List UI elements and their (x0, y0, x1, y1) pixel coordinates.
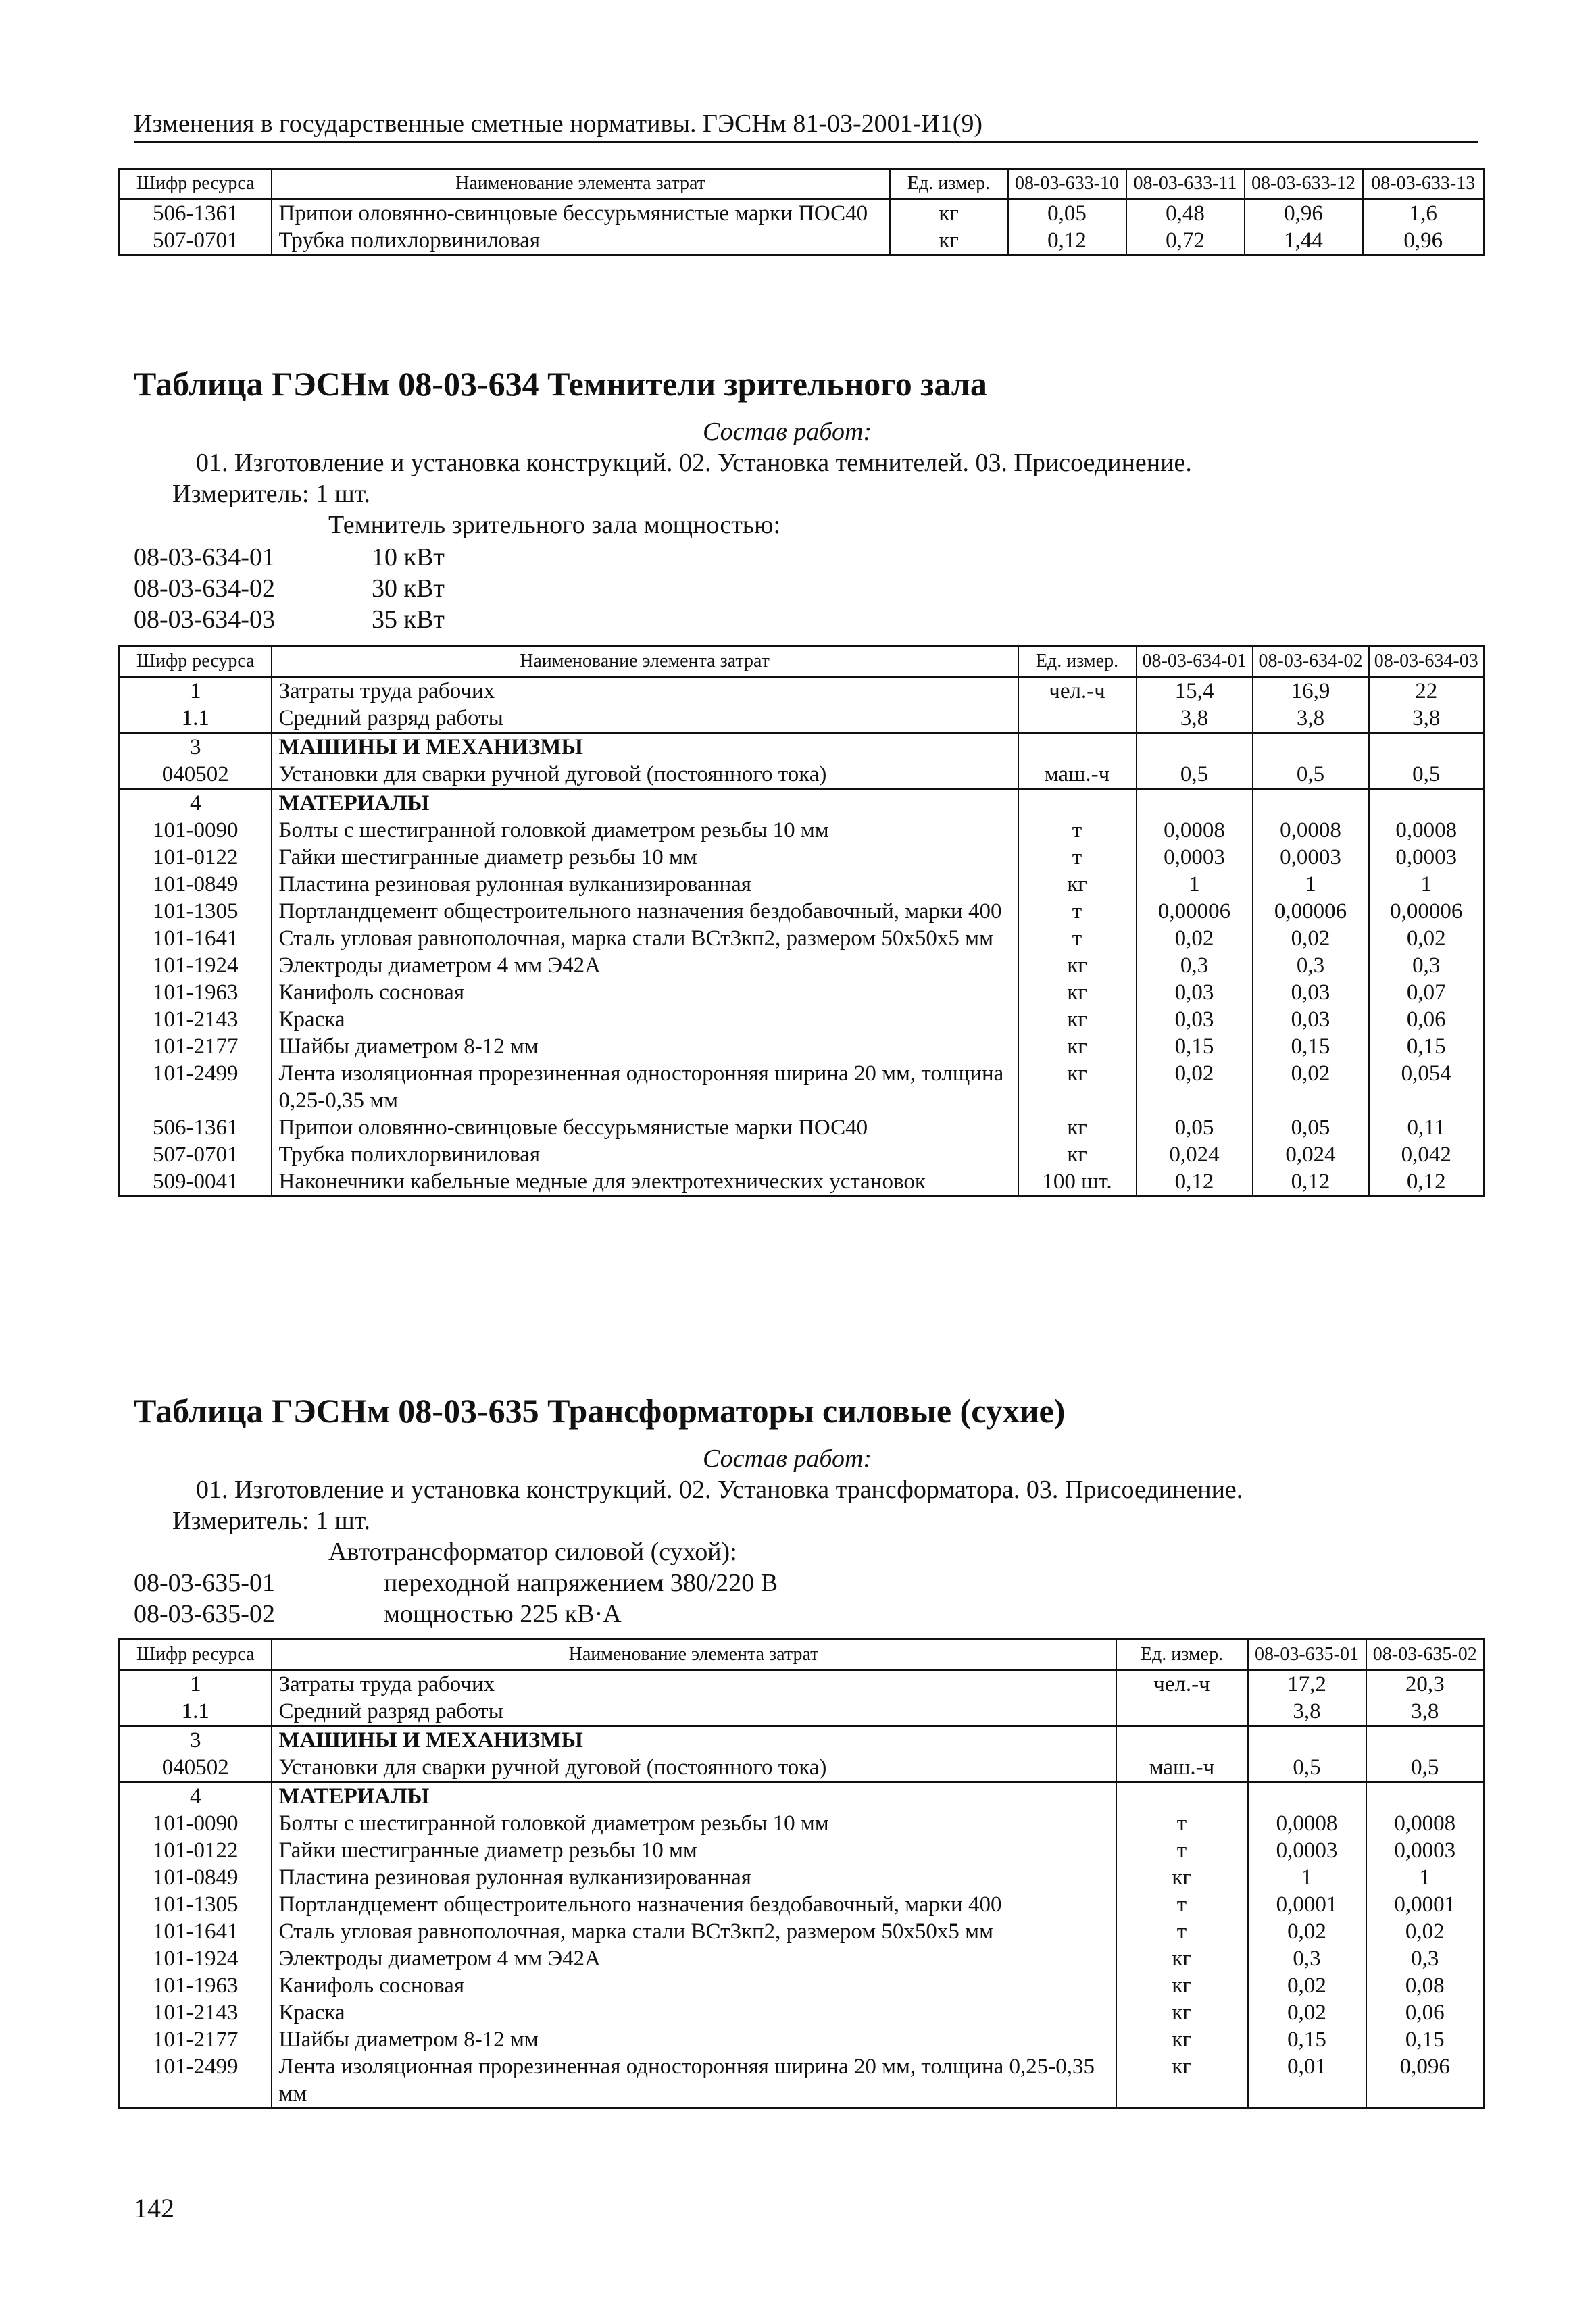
cell-name: Гайки шестигранные диаметр резьбы 10 мм (272, 1837, 1116, 1864)
table-row (120, 1810, 1485, 1837)
cell-value-2: 0,0003 (1366, 1837, 1485, 1864)
cell-code: 101-0849 (120, 1864, 272, 1891)
col-unit-header: Ед. измер. (1018, 647, 1137, 677)
cell-value-2: 16,9 (1253, 677, 1369, 705)
cell-name: Канифоль сосновая (272, 1972, 1116, 1999)
cell-name: Припои оловянно-свинцовые бессурьмянистые марки ПОС40 (272, 1114, 1018, 1141)
cell-unit: 100 шт. (1018, 1168, 1137, 1197)
cell-value-2: 1 (1366, 1864, 1485, 1891)
col-2-header: 08-03-635-02 (1366, 1640, 1485, 1670)
cell-unit: т (1018, 817, 1137, 844)
cell-code: 101-2499 (120, 1060, 272, 1114)
section-634-composition-label: Состав работ: (703, 418, 872, 446)
cell-unit (1018, 705, 1137, 733)
cell-code: 101-2143 (120, 1006, 272, 1033)
cell-code: 1 (120, 677, 272, 705)
table-634 (118, 645, 1485, 1197)
cell-code: 506-1361 (120, 1114, 272, 1141)
variant-code: 08-03-635-01 (134, 1569, 275, 1597)
col-name-header: Наименование элемента затрат (272, 1640, 1116, 1670)
cell-value-3: 0,15 (1369, 1033, 1485, 1060)
cell-value-2: 0,48 (1126, 199, 1245, 228)
cell-value-2: 0,03 (1253, 1006, 1369, 1033)
cell-name: Гайки шестигранные диаметр резьбы 10 мм (272, 844, 1018, 871)
table-row (120, 1168, 1485, 1197)
table-row (120, 227, 1485, 255)
cell-value-1: 0,5 (1248, 1754, 1366, 1782)
cell-name: МАШИНЫ И МЕХАНИЗМЫ (272, 733, 1018, 761)
cell-value-2 (1253, 789, 1369, 818)
cell-value-3: 0,5 (1369, 761, 1485, 789)
cell-name: Лента изоляционная прорезиненная односторонняя ширина 20 мм, толщина 0,25-0,35 мм (272, 1060, 1018, 1114)
cell-value-1: 0,15 (1137, 1033, 1253, 1060)
cell-unit: т (1116, 1918, 1248, 1945)
table-row (120, 1945, 1485, 1972)
table-row (120, 1006, 1485, 1033)
cell-value-1: 0,0003 (1248, 1837, 1366, 1864)
section-634-composition-text: 01. Изготовление и установка конструкций. 02. Установка темнителей. 03. Присоединение. (196, 449, 1192, 477)
variant-code: 08-03-634-02 (134, 574, 275, 603)
cell-value-1 (1248, 1726, 1366, 1755)
table-header-row (120, 169, 1485, 199)
cell-value-2: 0,02 (1366, 1918, 1485, 1945)
table-row (120, 1060, 1485, 1114)
variant-code: 08-03-634-03 (134, 605, 275, 634)
col-2-header: 08-03-633-11 (1126, 169, 1245, 199)
cell-value-3: 0,12 (1369, 1168, 1485, 1197)
cell-value-2: 0,3 (1253, 952, 1369, 979)
table-row (120, 952, 1485, 979)
cell-value-1: 0,0001 (1248, 1891, 1366, 1918)
cell-name: Болты с шестигранной головкой диаметром резьбы 10 мм (272, 1810, 1116, 1837)
cell-value-3 (1369, 789, 1485, 818)
cell-unit: кг (1018, 1141, 1137, 1168)
cell-unit (1018, 733, 1137, 761)
col-1-header: 08-03-633-10 (1008, 169, 1126, 199)
table-row (120, 817, 1485, 844)
cell-code: 101-1641 (120, 1918, 272, 1945)
cell-unit: кг (1116, 1972, 1248, 1999)
col-name-header: Наименование элемента затрат (272, 169, 890, 199)
cell-value-2: 0,02 (1253, 925, 1369, 952)
section-635-measure: Измеритель: 1 шт. (172, 1507, 370, 1535)
cell-name: Средний разряд работы (272, 1698, 1116, 1726)
cell-unit: т (1116, 1837, 1248, 1864)
table-row (120, 1864, 1485, 1891)
cell-value-1: 1 (1137, 871, 1253, 898)
cell-value-2: 0,0008 (1366, 1810, 1485, 1837)
cell-name: Электроды диаметром 4 мм Э42А (272, 1945, 1116, 1972)
cell-value-1: 0,12 (1008, 227, 1126, 255)
cell-code: 101-0090 (120, 817, 272, 844)
cell-code: 040502 (120, 761, 272, 789)
variant-text: 30 кВт (372, 574, 445, 603)
cell-code: 101-2143 (120, 1999, 272, 2026)
table-row (120, 1698, 1485, 1726)
cell-value-3: 0,0008 (1369, 817, 1485, 844)
col-code-header: Шифр ресурса (120, 647, 272, 677)
cell-value-2: 0,3 (1366, 1945, 1485, 1972)
cell-value-2: 0,12 (1253, 1168, 1369, 1197)
cell-name: Краска (272, 1999, 1116, 2026)
cell-name: Сталь угловая равнополочная, марка стали ВСт3кп2, размером 50х50х5 мм (272, 925, 1018, 952)
cell-value-2: 0,06 (1366, 1999, 1485, 2026)
col-3-header: 08-03-634-03 (1369, 647, 1485, 677)
table-row (120, 1891, 1485, 1918)
table-row (120, 789, 1485, 818)
table-635 (118, 1638, 1485, 2109)
cell-code: 101-1924 (120, 1945, 272, 1972)
cell-value-1: 0,02 (1137, 925, 1253, 952)
cell-code: 4 (120, 1782, 272, 1811)
cell-unit: т (1018, 898, 1137, 925)
cell-value-1: 0,5 (1137, 761, 1253, 789)
cell-name: Установки для сварки ручной дуговой (постоянного тока) (272, 761, 1018, 789)
section-635-heading: Таблица ГЭСНм 08-03-635 Трансформаторы силовые (сухие) (134, 1392, 1066, 1430)
cell-value-1 (1248, 1782, 1366, 1811)
cell-name: МАТЕРИАЛЫ (272, 789, 1018, 818)
cell-value-3 (1369, 733, 1485, 761)
cell-code: 506-1361 (120, 199, 272, 228)
cell-code: 3 (120, 733, 272, 761)
cell-code: 101-0090 (120, 1810, 272, 1837)
table-row (120, 199, 1485, 228)
cell-unit: кг (1018, 979, 1137, 1006)
cell-value-3: 22 (1369, 677, 1485, 705)
cell-value-1: 0,02 (1248, 1918, 1366, 1945)
table-header-row (120, 1640, 1485, 1670)
cell-value-3: 1,44 (1245, 227, 1363, 255)
cell-unit (1018, 789, 1137, 818)
cell-unit: т (1018, 844, 1137, 871)
col-unit-header: Ед. измер. (890, 169, 1008, 199)
cell-unit: маш.-ч (1116, 1754, 1248, 1782)
table-prev (118, 168, 1485, 256)
col-unit-header: Ед. измер. (1116, 1640, 1248, 1670)
cell-unit: кг (890, 199, 1008, 228)
cell-value-1: 0,05 (1008, 199, 1126, 228)
col-code-header: Шифр ресурса (120, 1640, 272, 1670)
table-row (120, 1670, 1485, 1699)
cell-code: 101-1641 (120, 925, 272, 952)
cell-value-2: 0,03 (1253, 979, 1369, 1006)
cell-unit: маш.-ч (1018, 761, 1137, 789)
cell-unit: т (1116, 1891, 1248, 1918)
cell-value-2: 1 (1253, 871, 1369, 898)
table-row (120, 925, 1485, 952)
cell-value-3: 0,06 (1369, 1006, 1485, 1033)
cell-name: МАШИНЫ И МЕХАНИЗМЫ (272, 1726, 1116, 1755)
cell-code: 101-1963 (120, 979, 272, 1006)
cell-name: Пластина резиновая рулонная вулканизированная (272, 871, 1018, 898)
cell-value-2: 0,0003 (1253, 844, 1369, 871)
cell-name: МАТЕРИАЛЫ (272, 1782, 1116, 1811)
table-row (120, 1033, 1485, 1060)
cell-value-3: 0,054 (1369, 1060, 1485, 1114)
cell-code: 101-0122 (120, 1837, 272, 1864)
cell-name: Затраты труда рабочих (272, 677, 1018, 705)
cell-value-1: 0,024 (1137, 1141, 1253, 1168)
cell-value-2: 0,024 (1253, 1141, 1369, 1168)
cell-value-3: 0,07 (1369, 979, 1485, 1006)
cell-value-2: 0,15 (1366, 2026, 1485, 2053)
cell-value-1: 0,15 (1248, 2026, 1366, 2053)
cell-code: 101-1305 (120, 1891, 272, 1918)
table-row (120, 705, 1485, 733)
cell-name: Сталь угловая равнополочная, марка стали ВСт3кп2, размером 50х50х5 мм (272, 1918, 1116, 1945)
table-row (120, 1837, 1485, 1864)
cell-value-2: 0,15 (1253, 1033, 1369, 1060)
cell-unit: т (1018, 925, 1137, 952)
cell-name: Наконечники кабельные медные для электротехнических установок (272, 1168, 1018, 1197)
cell-code: 101-1305 (120, 898, 272, 925)
cell-value-1: 0,03 (1137, 1006, 1253, 1033)
table-row (120, 844, 1485, 871)
cell-value-2: 0,05 (1253, 1114, 1369, 1141)
cell-unit: кг (1018, 1033, 1137, 1060)
cell-value-1: 0,0008 (1137, 817, 1253, 844)
cell-name: Трубка полихлорвиниловая (272, 1141, 1018, 1168)
variant-text: 10 кВт (372, 543, 445, 572)
cell-code: 101-1924 (120, 952, 272, 979)
cell-name: Болты с шестигранной головкой диаметром резьбы 10 мм (272, 817, 1018, 844)
cell-name: Портландцемент общестроительного назначения бездобавочный, марки 400 (272, 898, 1018, 925)
col-code-header: Шифр ресурса (120, 169, 272, 199)
cell-value-3: 0,042 (1369, 1141, 1485, 1168)
cell-code: 507-0701 (120, 227, 272, 255)
cell-name: Припои оловянно-свинцовые бессурьмянистые марки ПОС40 (272, 199, 890, 228)
cell-value-2: 20,3 (1366, 1670, 1485, 1699)
cell-code: 1 (120, 1670, 272, 1699)
cell-unit: чел.-ч (1116, 1670, 1248, 1699)
table-row (120, 1726, 1485, 1755)
cell-code: 040502 (120, 1754, 272, 1782)
cell-code: 101-2177 (120, 1033, 272, 1060)
table-row (120, 1754, 1485, 1782)
table-header-row (120, 647, 1485, 677)
section-635-composition-label: Состав работ: (703, 1444, 872, 1473)
cell-unit (1116, 1698, 1248, 1726)
cell-name: Пластина резиновая рулонная вулканизированная (272, 1864, 1116, 1891)
cell-value-2: 0,72 (1126, 227, 1245, 255)
cell-value-1: 0,3 (1248, 1945, 1366, 1972)
cell-name: Шайбы диаметром 8-12 мм (272, 2026, 1116, 2053)
table-row (120, 1918, 1485, 1945)
cell-name: Затраты труда рабочих (272, 1670, 1116, 1699)
cell-unit: кг (1116, 1864, 1248, 1891)
cell-value-1: 0,01 (1248, 2053, 1366, 2109)
cell-value-1: 0,12 (1137, 1168, 1253, 1197)
cell-value-2: 3,8 (1366, 1698, 1485, 1726)
cell-name: Установки для сварки ручной дуговой (постоянного тока) (272, 1754, 1116, 1782)
cell-code: 101-2177 (120, 2026, 272, 2053)
cell-code: 3 (120, 1726, 272, 1755)
section-635-composition-text: 01. Изготовление и установка конструкций. 02. Установка трансформатора. 03. Присоединение. (196, 1476, 1243, 1504)
cell-value-1: 0,05 (1137, 1114, 1253, 1141)
cell-unit: т (1116, 1810, 1248, 1837)
cell-value-2: 0,5 (1253, 761, 1369, 789)
cell-unit: кг (1018, 1006, 1137, 1033)
cell-value-3: 0,3 (1369, 952, 1485, 979)
col-1-header: 08-03-635-01 (1248, 1640, 1366, 1670)
cell-value-2: 3,8 (1253, 705, 1369, 733)
table-row (120, 2053, 1485, 2109)
cell-code: 1.1 (120, 1698, 272, 1726)
cell-unit: кг (1116, 1999, 1248, 2026)
variant-text: мощностью 225 кВ·А (384, 1600, 622, 1628)
cell-value-1 (1137, 789, 1253, 818)
variant-text: 35 кВт (372, 605, 445, 634)
cell-name: Краска (272, 1006, 1018, 1033)
cell-value-1: 0,02 (1248, 1972, 1366, 1999)
cell-value-2: 0,00006 (1253, 898, 1369, 925)
table-row (120, 898, 1485, 925)
cell-unit: чел.-ч (1018, 677, 1137, 705)
table-row (120, 1114, 1485, 1141)
cell-unit: кг (890, 227, 1008, 255)
cell-code: 101-1963 (120, 1972, 272, 1999)
cell-value-1: 17,2 (1248, 1670, 1366, 1699)
section-634-variants-title: Темнитель зрительного зала мощностью: (328, 511, 781, 539)
cell-unit (1116, 1726, 1248, 1755)
section-634-measure: Измеритель: 1 шт. (172, 480, 370, 508)
cell-unit: кг (1116, 2026, 1248, 2053)
cell-value-4: 0,96 (1363, 227, 1485, 255)
cell-value-4: 1,6 (1363, 199, 1485, 228)
cell-value-2: 0,096 (1366, 2053, 1485, 2109)
cell-value-1: 0,3 (1137, 952, 1253, 979)
cell-name: Шайбы диаметром 8-12 мм (272, 1033, 1018, 1060)
col-1-header: 08-03-634-01 (1137, 647, 1253, 677)
cell-value-2 (1253, 733, 1369, 761)
table-row (120, 979, 1485, 1006)
cell-unit: кг (1116, 2053, 1248, 2109)
cell-code: 507-0701 (120, 1141, 272, 1168)
table-row (120, 1999, 1485, 2026)
table-row (120, 1141, 1485, 1168)
cell-value-2: 0,0008 (1253, 817, 1369, 844)
cell-unit: кг (1018, 871, 1137, 898)
cell-value-1: 1 (1248, 1864, 1366, 1891)
cell-name: Лента изоляционная прорезиненная односторонняя ширина 20 мм, толщина 0,25-0,35 мм (272, 2053, 1116, 2109)
cell-value-1: 3,8 (1248, 1698, 1366, 1726)
cell-code: 1.1 (120, 705, 272, 733)
cell-code: 4 (120, 789, 272, 818)
running-header: Изменения в государственные сметные нормативы. ГЭСНм 81-03-2001-И1(9) (134, 108, 1478, 143)
cell-value-2 (1366, 1726, 1485, 1755)
cell-value-2: 0,08 (1366, 1972, 1485, 1999)
col-3-header: 08-03-633-12 (1245, 169, 1363, 199)
cell-value-3: 0,96 (1245, 199, 1363, 228)
page-number: 142 (134, 2193, 174, 2223)
table-row (120, 677, 1485, 705)
cell-value-3: 0,00006 (1369, 898, 1485, 925)
cell-value-3: 0,0003 (1369, 844, 1485, 871)
section-634-heading: Таблица ГЭСНм 08-03-634 Темнители зрительного зала (134, 365, 987, 403)
cell-value-2 (1366, 1782, 1485, 1811)
cell-value-1: 0,02 (1248, 1999, 1366, 2026)
cell-value-2: 0,0001 (1366, 1891, 1485, 1918)
cell-value-1: 0,00006 (1137, 898, 1253, 925)
cell-unit: кг (1018, 952, 1137, 979)
cell-value-3: 0,11 (1369, 1114, 1485, 1141)
cell-value-1: 0,0008 (1248, 1810, 1366, 1837)
cell-name: Средний разряд работы (272, 705, 1018, 733)
cell-code: 101-0122 (120, 844, 272, 871)
cell-unit: кг (1116, 1945, 1248, 1972)
cell-value-1: 0,02 (1137, 1060, 1253, 1114)
cell-name: Электроды диаметром 4 мм Э42А (272, 952, 1018, 979)
cell-name: Канифоль сосновая (272, 979, 1018, 1006)
col-2-header: 08-03-634-02 (1253, 647, 1369, 677)
cell-unit: кг (1018, 1060, 1137, 1114)
cell-code: 509-0041 (120, 1168, 272, 1197)
cell-name: Портландцемент общестроительного назначения бездобавочный, марки 400 (272, 1891, 1116, 1918)
table-row (120, 733, 1485, 761)
cell-code: 101-0849 (120, 871, 272, 898)
cell-unit: кг (1018, 1114, 1137, 1141)
cell-value-2: 0,5 (1366, 1754, 1485, 1782)
cell-value-1: 3,8 (1137, 705, 1253, 733)
variant-text: переходной напряжением 380/220 В (384, 1569, 778, 1597)
cell-value-3: 3,8 (1369, 705, 1485, 733)
section-635-variants-title: Автотрансформатор силовой (сухой): (328, 1538, 737, 1566)
variant-code: 08-03-634-01 (134, 543, 275, 572)
cell-value-2: 0,02 (1253, 1060, 1369, 1114)
table-row (120, 871, 1485, 898)
cell-value-3: 0,02 (1369, 925, 1485, 952)
cell-value-1: 15,4 (1137, 677, 1253, 705)
cell-value-3: 1 (1369, 871, 1485, 898)
col-4-header: 08-03-633-13 (1363, 169, 1485, 199)
cell-value-1: 0,03 (1137, 979, 1253, 1006)
cell-name: Трубка полихлорвиниловая (272, 227, 890, 255)
cell-unit (1116, 1782, 1248, 1811)
cell-code: 101-2499 (120, 2053, 272, 2109)
table-row (120, 2026, 1485, 2053)
table-row (120, 1972, 1485, 1999)
col-name-header: Наименование элемента затрат (272, 647, 1018, 677)
table-row (120, 1782, 1485, 1811)
cell-value-1 (1137, 733, 1253, 761)
table-row (120, 761, 1485, 789)
cell-value-1: 0,0003 (1137, 844, 1253, 871)
variant-code: 08-03-635-02 (134, 1600, 275, 1628)
